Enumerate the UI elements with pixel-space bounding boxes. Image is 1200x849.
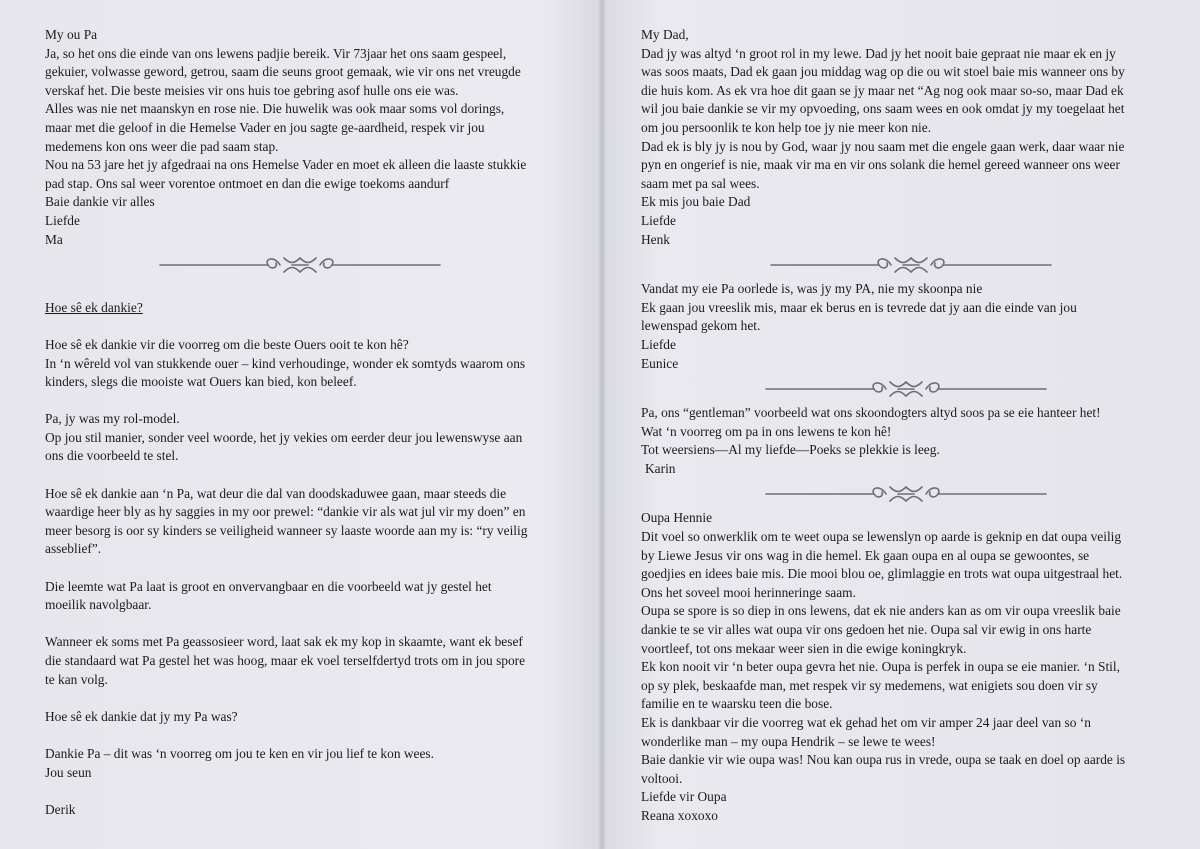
text-line: Tot weersiens—Al my liefde—Poeks se plekkie is leeg. — [641, 442, 940, 458]
text-line: Baie dankie vir wie oupa was! Nou kan oupa rus in vrede, oupa se taak en doel op aarde is — [641, 752, 1126, 768]
text-line: Ons het soveel mooi herinneringe saam. — [641, 584, 856, 600]
text-line: wonderlike man – my oupa Hendrik – se lewe te wees! — [641, 733, 936, 749]
text-line: pad stap. Ons sal weer vorentoe ontmoet en dan die ewige toekoms aandurf — [45, 175, 450, 191]
text-line: gekuier, volwasse geword, getrou, saam die seuns groot gemaak, wie vir ons net vreugde — [45, 64, 521, 80]
ornament-divider — [45, 252, 565, 278]
text-line: voortleef, tot ons mekaar weer sien in die ewige koningkryk. — [641, 640, 967, 656]
signature: Ma — [45, 231, 63, 247]
text-line: Nou na 53 jare het jy afgedraai na ons Hemelse Vader en moet ek alleen die laaste stukkie — [45, 157, 527, 173]
text-line: Ek gaan jou vreeslik mis, maar ek berus en is tevrede dat jy aan die einde van jou — [641, 299, 1077, 315]
scroll-ornament-icon — [756, 481, 1056, 507]
text-line: maar met die geloof in die Hemelse Vader en jou sagte ge-aardheid, respek vir jou — [45, 119, 485, 135]
text-line: Alles was nie net maanskyn en rose nie. Die huwelik was ook maar soms vol dorings, — [45, 101, 505, 117]
text-line: Dad jy was altyd ‘n groot rol in my lewe. Dad jy het nooit baie gepraat nie maar ek en jy — [641, 45, 1116, 61]
text-line: pyn en ongerief is nie, maak vir ma en vir ons solank die hemel gereed wanneer ons weer — [641, 157, 1120, 173]
paragraph: Hoe sê ek dankie dat jy my Pa was? — [45, 708, 238, 724]
text-line: wil jou baie dankie se vir my opvoeding, ons saam wees en ook omdat jy my toegelaat het — [641, 101, 1125, 117]
text-line: My Dad, — [641, 27, 689, 42]
text-line: saam met pa sal wees. — [641, 175, 760, 191]
text-line: op sy plek, beskaafde man, met respek vir sy medemens, wat enigiets sou doen vir sy — [641, 677, 1098, 693]
ornament-divider — [641, 252, 1156, 278]
ornament-divider — [641, 481, 1156, 507]
text-line: medemens kon ons weer die pad saam stap. — [45, 138, 279, 154]
paragraph: Wanneer ek soms met Pa geassosieer word, laat sak ek my kop in skaamte, want ek besef die standaard wat Pa gestel het was hoog, maar ek voel terselfdertyd trots om in jou spore te kan volg. — [45, 634, 526, 687]
signature: Reana xoxoxo — [641, 807, 718, 823]
text-line: Pa, ons “gentleman” voorbeeld wat ons skoondogters altyd soos pa se eie hanteer het! — [641, 405, 1101, 421]
text-line: Ek kon nooit vir ‘n beter oupa gevra het nie. Oupa is perfek in oupa se eie manier. ‘n Stil, — [641, 659, 1120, 675]
text-line: om jou persoonlik te kon help toe jy nie meer kon nie. — [641, 119, 932, 135]
text-line: by Liewe Jesus vir ons wag in die hemel. Ek gaan oupa en al oupa se gewoontes, se — [641, 547, 1090, 563]
page-fold — [598, 0, 606, 849]
text-line: die huis kom. As ek vra hoe dit gaan se jy maar net “Ag nog ook maar so-so, maar Dad ek — [641, 82, 1124, 98]
text-line: Liefde — [45, 212, 80, 228]
signature: Karin — [645, 460, 676, 476]
text-line: voltooi. — [641, 770, 683, 786]
letter-from-reana — [641, 509, 1156, 825]
text-line: Vandat my eie Pa oorlede is, was jy my PA, nie my skoonpa nie — [641, 281, 983, 297]
text-line: Wat ‘n voorreg om pa in ons lewens te kon hê! — [641, 423, 892, 439]
scroll-ornament-icon — [150, 252, 450, 278]
paragraph: Hoe sê ek dankie aan ‘n Pa, wat deur die dal van doodskaduwee gaan, maar steeds die waardige heer bly as hy saggies in my oor prewel: “dankie vir als wat jul vir my doen” en meer besorg is oor sy kinders se veiligheid wanneer sy laaste woorde aan my is: “ry veilig asseblief”. — [45, 485, 528, 557]
paragraph: Dankie Pa – dit was ‘n voorreg om jou te ken en vir jou lief te kon wees. Jou seun — [45, 745, 434, 780]
text-line: was soos maats, Dad ek gaan jou middag wag op die ou wit stoel baie mis wanneer ons by — [641, 64, 1125, 80]
letter-from-ma — [45, 26, 565, 249]
letter-from-henk — [641, 26, 1156, 249]
right-page — [641, 26, 1156, 826]
text-line: Dad ek is bly jy is nou by God, waar jy nou saam met die engele gaan werk, daar waar nie — [641, 138, 1125, 154]
text-line: lewenspad gekom het. — [641, 318, 761, 334]
letter-from-derik — [45, 299, 565, 820]
signature: Eunice — [641, 355, 679, 371]
scroll-ornament-icon — [756, 376, 1056, 402]
text-line: Ja, so het ons die einde van ons lewens padjie bereik. Vir 73jaar het ons saam gespeel, — [45, 45, 507, 61]
left-page — [45, 26, 565, 819]
text-line: Ek is dankbaar vir die voorreg wat ek gehad het om vir amper 24 jaar deel van so ‘n — [641, 715, 1091, 730]
letter-from-eunice — [641, 280, 1156, 373]
text-line: My ou Pa — [45, 27, 98, 42]
signature: Derik — [45, 801, 76, 817]
text-line: Liefde — [641, 336, 676, 352]
paragraph: Hoe sê ek dankie vir die voorreg om die beste Ouers ooit te kon hê? In ‘n wêreld vol van stukkende ouer – kind verhoudinge, wonder ek somtyds waarom ons kinders, slegs die mooiste wat Ouers kan bied, kon beleef. — [45, 336, 526, 390]
text-line: dankie te se vir alles wat oupa vir ons gedoen het nie. Oupa sal vir ewig in ons harte — [641, 622, 1092, 638]
signature: Henk — [641, 231, 671, 247]
text-line: Oupa Hennie — [641, 510, 713, 526]
paragraph: Die leemte wat Pa laat is groot en onvervangbaar en die voorbeeld wat jy gestel het moeilik navolgbaar. — [45, 578, 492, 613]
text-line: Oupa se spore is so diep in ons lewens, dat ek nie anders kan as om vir oupa vreeslik baie — [641, 603, 1121, 619]
text-line: Liefde vir Oupa — [641, 789, 727, 805]
scroll-ornament-icon — [761, 252, 1061, 278]
letter-heading: Hoe sê ek dankie? — [45, 299, 143, 315]
text-line: goedjies en idees baie mis. Die mooi blou oe, glimlaggie en trots wat oupa uitgestraal het. — [641, 566, 1123, 582]
text-line: Baie dankie vir alles — [45, 194, 155, 210]
letter-from-karin — [641, 404, 1156, 478]
text-line: Liefde — [641, 212, 676, 228]
text-line: Dit voel so onwerklik om te weet oupa se lewenslyn op aarde is geknip en dat oupa veilig — [641, 529, 1122, 545]
text-line: Ek mis jou baie Dad — [641, 194, 751, 210]
text-line: familie en te waarsku teen die bose. — [641, 696, 833, 712]
paragraph: Pa, jy was my rol-model. Op jou stil manier, sonder veel woorde, het jy vekies om eerder deur jou lewenswyse aan ons die voorbeeld te stel. — [45, 411, 523, 464]
text-line: verskaf het. Die beste meisies vir ons huis toe gebring asof hulle ons eie was. — [45, 82, 459, 98]
ornament-divider — [641, 376, 1156, 402]
